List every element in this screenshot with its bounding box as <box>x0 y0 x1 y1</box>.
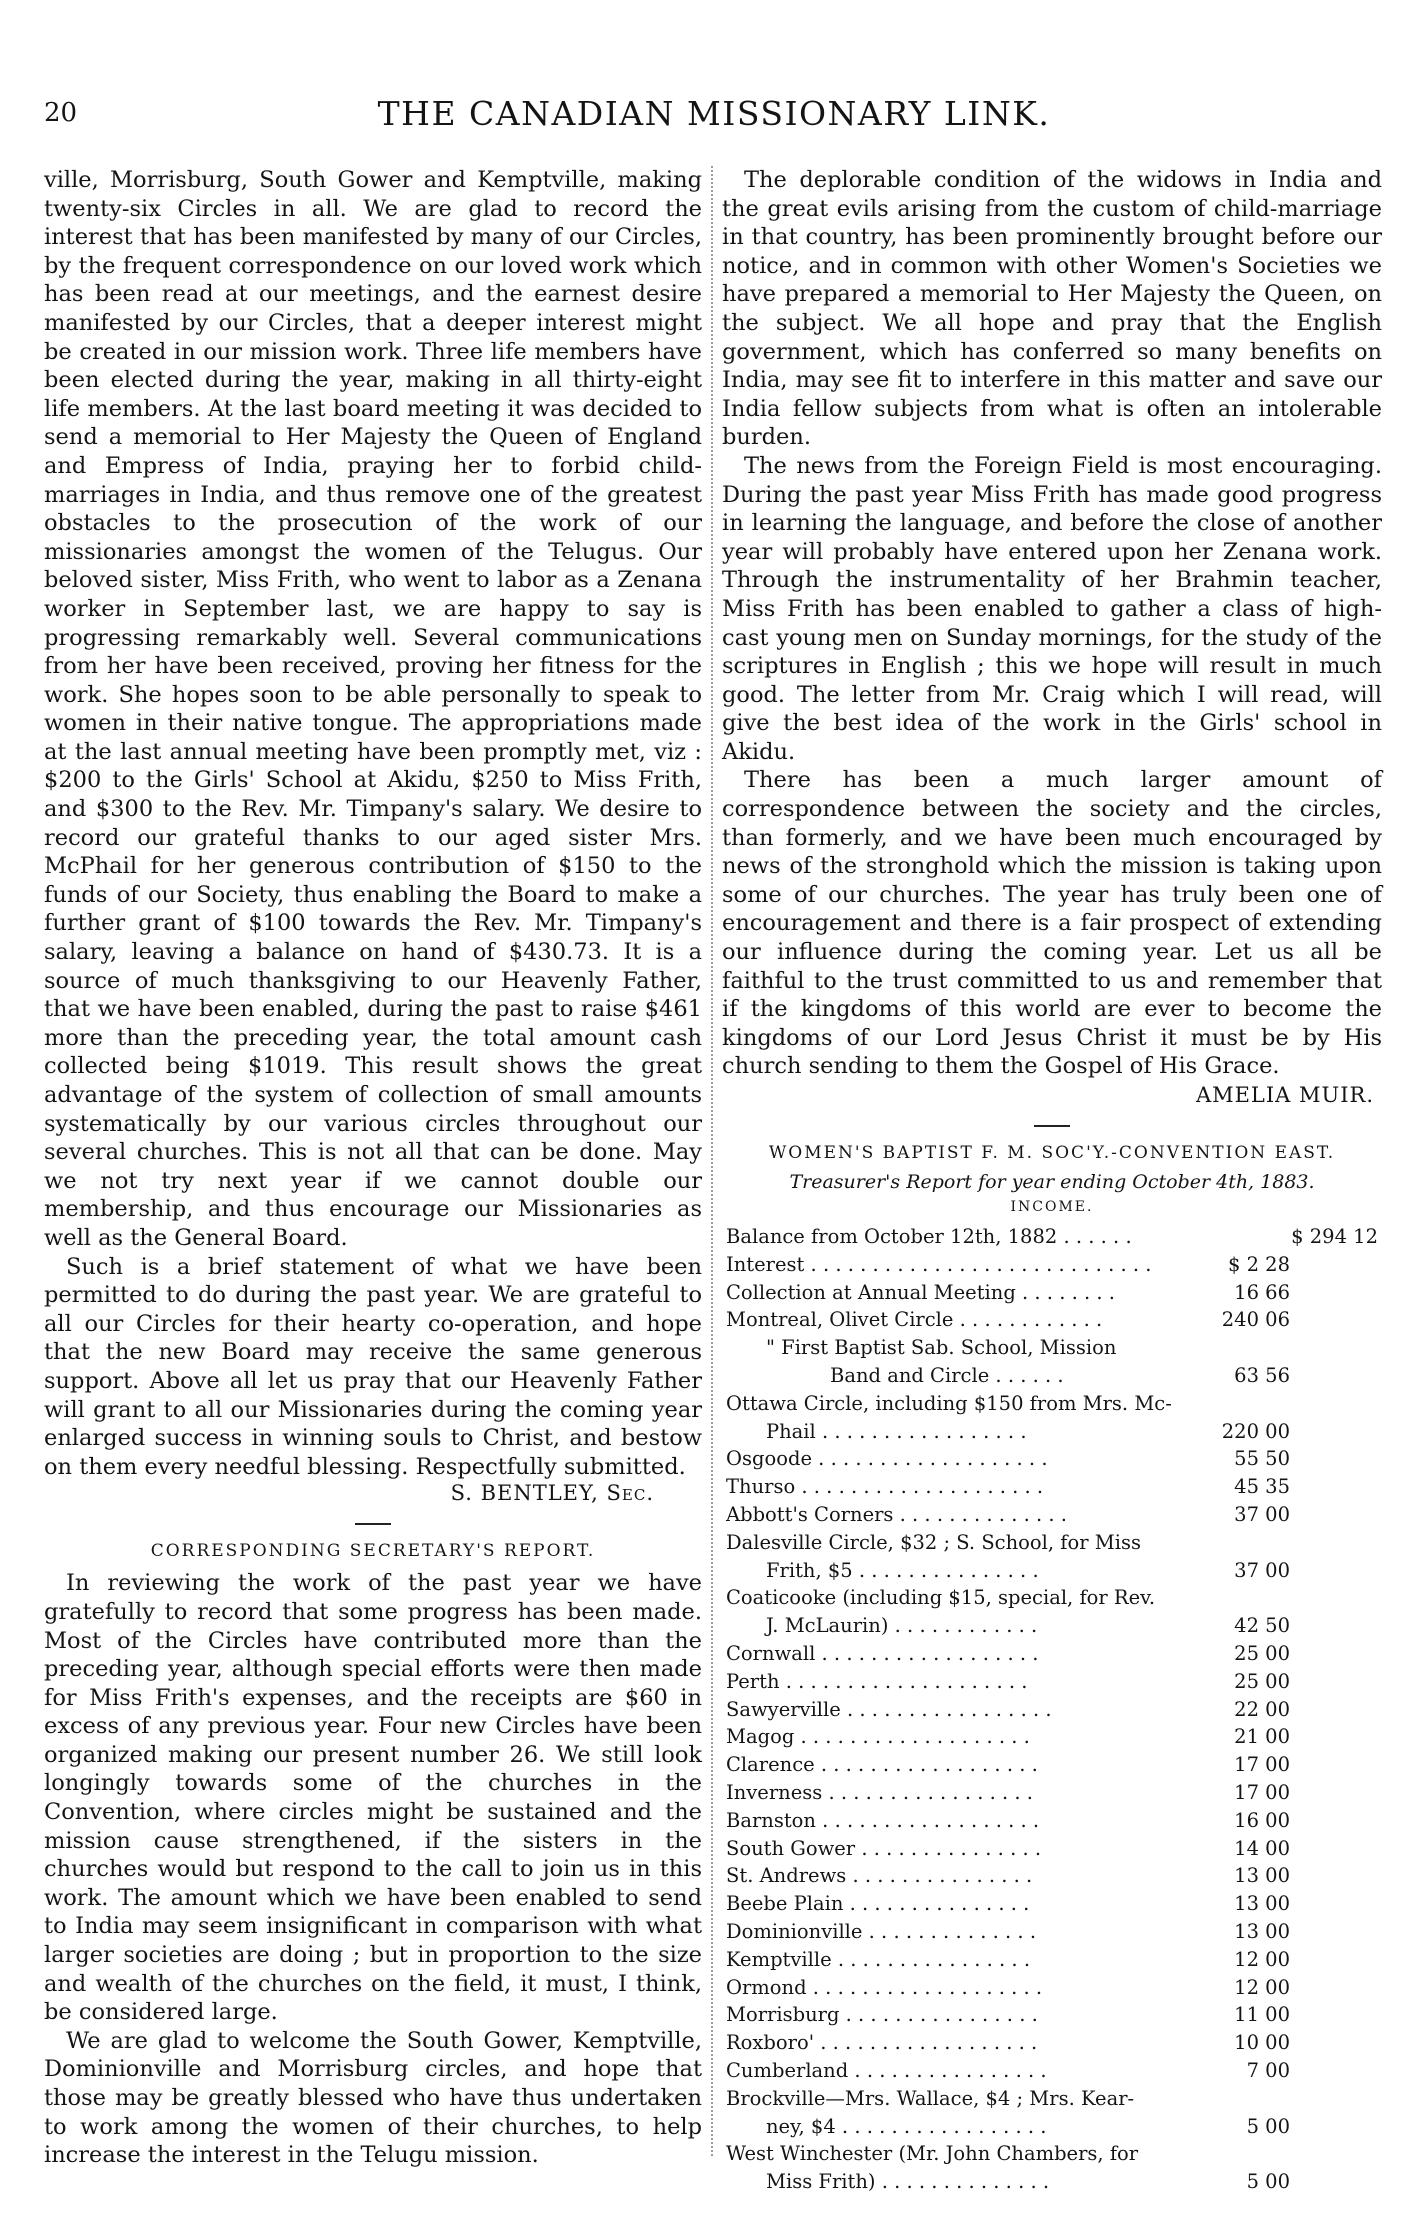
ledger-amount: 5 00 <box>1246 2114 1290 2138</box>
ledger-label: Roxboro' . . . . . . . . . . . . . . . . . . <box>726 2031 1038 2055</box>
ledger-row <box>722 1946 1382 1974</box>
ledger-row <box>722 1279 1382 1307</box>
ledger-row <box>722 2057 1382 2085</box>
ledger-label: Band and Circle . . . . . . <box>830 1363 1064 1387</box>
ledger-amount: 22 00 <box>1234 1697 1290 1721</box>
right-column <box>722 166 1382 2196</box>
ledger-label: Balance from October 12th, 1882 . . . . . . <box>726 1225 1132 1248</box>
ledger-row <box>722 1723 1382 1751</box>
running-title: THE CANADIAN MISSIONARY LINK. <box>377 94 1051 133</box>
ledger-row <box>722 1807 1382 1835</box>
income-label: INCOME. <box>1010 1199 1094 1215</box>
ledger-label: Frith, $5 . . . . . . . . . . . . . . . <box>766 1558 1039 1582</box>
ledger-row <box>722 1557 1382 1585</box>
ledger-row <box>722 1529 1382 1557</box>
left-column <box>44 166 702 2170</box>
ledger-label: Sawyerville . . . . . . . . . . . . . . . . . <box>726 1697 1052 1721</box>
ledger-amount: 13 00 <box>1234 1864 1290 1888</box>
ledger-label: Abbott's Corners . . . . . . . . . . . . . . <box>726 1502 1067 1526</box>
ledger-row <box>722 1306 1382 1334</box>
paragraph: In reviewing the work of the past year we have gratefully to record that some progress has been made. Most of the Circles have contributed more than the preceding year, although special efforts were then made for Miss Frith's expenses, and the receipts are $60 in excess of any previous year. Four new Circles have been organized making our present number 26. We still look longingly towards some of the churches in the Convention, where circles might be sustained and the mission cause strengthened, if the sisters in the churches would but respond to the call to join us in this work. The amount which we have been enabled to send to India may seem insignificant in comparison with what larger societies are doing ; but in proportion to the size and wealth of the churches on the field, it must, I think, be considered large. <box>44 1570 702 2026</box>
ledger-row <box>722 1696 1382 1724</box>
column-divider <box>711 166 714 2156</box>
ledger-row <box>722 2029 1382 2057</box>
ledger-amount: $ 2 28 <box>1227 1252 1290 1276</box>
ledger-row <box>722 1223 1382 1251</box>
ledger-label: J. McLaurin) . . . . . . . . . . . . <box>766 1614 1038 1638</box>
ledger-amount: 21 00 <box>1234 1725 1290 1749</box>
ledger-row <box>722 1612 1382 1640</box>
paragraph: There has been a much larger amount of correspondence between the society and the circles, than formerly, and we have been much encouraged by news of the stronghold which the mission is taking upon some of our churches. The year has truly been one of encouragement and there is a fair prospect of extending our influence during the coming year. Let us all be faithful to the trust committed to us and remember that if the kingdoms of this world are ever to become the kingdoms of our Lord Jesus Christ it must be by His church sending to them the Gospel of His Grace. <box>722 767 1382 1080</box>
page-header <box>44 94 1384 138</box>
ledger-amount: 220 00 <box>1221 1419 1290 1443</box>
ledger-row <box>722 1890 1382 1918</box>
ledger-row <box>722 1362 1382 1390</box>
ledger-amount: 25 00 <box>1234 1641 1290 1665</box>
ledger-amount: 12 00 <box>1234 1975 1290 1999</box>
ledger-row <box>722 1668 1382 1696</box>
ledger-amount: 16 00 <box>1234 1808 1290 1832</box>
paragraph: ville, Morrisburg, South Gower and Kemptville, making twenty-six Circles in all. We are glad to record the interest that has been manifested by many of our Circles, by the frequent correspondence on our loved work which has been read at our meetings, and the earnest desire manifested by our Circles, that a deeper interest might be created in our mission work. Three life members have been elected during the year, making in all thirty-eight life members. At the last board meeting it was decided to send a memorial to Her Majesty the Queen of England and Empress of India, praying her to forbid child-marriages in India, and thus remove one of the greatest obstacles to the prosecution of the work of our missionaries amongst the women of the Telugus. Our beloved sister, Miss Frith, who went to labor as a Zenana worker in September last, we are happy to say is progressing remarkably well. Several communications from her have been received, proving her fitness for the work. She hopes soon to be able personally to speak to women in their native tongue. The appropriations made at the last annual meeting have been promptly met, viz : $200 to the Girls' School at Akidu, $250 to Miss Frith, and $300 to the Rev. Mr. Timpany's salary. We desire to record our grateful thanks to our aged sister Mrs. McPhail for her generous contribution of $150 to the funds of our Society, thus enabling the Board to make a further grant of $100 towards the Rev. Mr. Timpany's salary, leaving a balance on hand of $430.73. It is a source of much thanksgiving to our Heavenly Father, that we have been enabled, during the past to raise $461 more than the preceding year, the total amount cash collected being $1019. This result shows the great advantage of the system of collection of small amounts systematically by our various circles throughout our several churches. This is not all that can be done. May we not try next year if we cannot double our membership, and thus encourage our Missionaries as well as the General Board. <box>44 167 702 1251</box>
report-heading: WOMEN'S BAPTIST F. M. SOC'Y.-CONVENTION EAST. <box>768 1143 1336 1163</box>
ledger-label: Cumberland . . . . . . . . . . . . . . . . <box>726 2058 1047 2082</box>
ledger-row <box>722 1251 1382 1279</box>
paragraph: The deplorable condition of the widows in India and the great evils arising from the custom of child-marriage in that country, has been prominently brought before our notice, and in common with other Women's Societies we have prepared a memorial to Her Majesty the Queen, on the subject. We all hope and pray that the English government, which has conferred so many benefits on India, may see fit to interfere in this matter and save our India fellow subjects from what is often an intolerable burden. <box>722 167 1382 451</box>
ledger-amount: 12 00 <box>1234 1947 1290 1971</box>
ledger-row <box>722 1473 1382 1501</box>
ledger-amount: 10 00 <box>1234 2031 1290 2055</box>
ledger-label: St. Andrews . . . . . . . . . . . . . . . <box>726 1864 1033 1888</box>
ledger-row <box>722 2140 1382 2168</box>
paragraph: The news from the Foreign Field is most encouraging. During the past year Miss Frith has made good progress in learning the language, and before the close of another year will probably have entered upon her Zenana work. Through the instrumentality of her Brahmin teacher, Miss Frith has been enabled to gather a class of high-cast young men on Sunday mornings, for the study of the scriptures in English ; this we hope will result in much good. The letter from Mr. Craig which I will read, will give the best idea of the work in the Girls' school in Akidu. <box>722 452 1382 765</box>
ledger-row <box>722 1640 1382 1668</box>
ledger-amount: 14 00 <box>1234 1836 1290 1860</box>
ledger-label: Montreal, Olivet Circle . . . . . . . . . . . . <box>726 1308 1103 1332</box>
ledger-row <box>722 1974 1382 2002</box>
ledger-label: " First Baptist Sab. School, Mission <box>766 1336 1117 1360</box>
ledger-label: Morrisburg . . . . . . . . . . . . . . . . <box>726 2003 1038 2027</box>
ledger-total: $ 294 12 <box>1291 1225 1378 1248</box>
ledger-amount: 240 06 <box>1221 1308 1290 1332</box>
signature-bentley: S. BENTLEY, Sec. <box>450 1481 654 1506</box>
ledger-amount: 17 00 <box>1234 1780 1290 1804</box>
ledger-label: Ormond . . . . . . . . . . . . . . . . . . . <box>726 1975 1043 1999</box>
ledger-amount: 25 00 <box>1234 1669 1290 1693</box>
ledger-label: Osgoode . . . . . . . . . . . . . . . . . . . <box>726 1447 1048 1471</box>
ledger-row <box>722 2113 1382 2141</box>
ledger-label: Dalesville Circle, $32 ; S. School, for Miss <box>726 1530 1141 1554</box>
ledger-amount: 13 00 <box>1234 1892 1290 1916</box>
ledger-label: ney, $4 . . . . . . . . . . . . . . . . . <box>766 2114 1047 2138</box>
paragraph: We are glad to welcome the South Gower, Kemptville, Dominionville and Morrisburg circles, and hope that those may be greatly blessed who have thus undertaken to work among the women of their churches, to help increase the interest in the Telugu mission. <box>44 2027 702 2169</box>
ledger-amount: 45 35 <box>1234 1475 1290 1499</box>
ledger-label: Magog . . . . . . . . . . . . . . . . . . . <box>726 1725 1030 1749</box>
ledger-amount: 63 56 <box>1234 1363 1290 1387</box>
ledger-label: West Winchester (Mr. John Chambers, for <box>726 2142 1139 2166</box>
ledger-label: Miss Frith) . . . . . . . . . . . . . . <box>766 2170 1050 2194</box>
ledger-label: Thurso . . . . . . . . . . . . . . . . . . . . <box>726 1475 1044 1499</box>
ledger-label: Kemptville . . . . . . . . . . . . . . . . <box>726 1947 1031 1971</box>
ledger-row <box>722 2085 1382 2113</box>
ledger-amount: 13 00 <box>1234 1919 1290 1943</box>
section-heading: CORRESPONDING SECRETARY'S REPORT. <box>150 1541 596 1562</box>
page-number: 20 <box>44 98 78 128</box>
ledger-amount: 17 00 <box>1234 1753 1290 1777</box>
ledger-amount: 5 00 <box>1246 2170 1290 2194</box>
ledger-row <box>722 1751 1382 1779</box>
ledger-amount: 16 66 <box>1234 1280 1290 1304</box>
ledger-label: Interest . . . . . . . . . . . . . . . . . . . . . . . . . . . . <box>726 1252 1152 1276</box>
ledger-row <box>722 1918 1382 1946</box>
ledger-amount: 55 50 <box>1234 1447 1290 1471</box>
ledger-label: Dominionville . . . . . . . . . . . . . . <box>726 1919 1037 1943</box>
report-subheading: Treasurer's Report for year ending October 4th, 1883. <box>789 1171 1315 1193</box>
ledger-label: Beebe Plain . . . . . . . . . . . . . . . <box>726 1892 1030 1916</box>
ledger-row <box>722 1779 1382 1807</box>
ledger-row <box>722 1418 1382 1446</box>
ledger-row <box>722 2001 1382 2029</box>
ledger-row <box>722 1390 1382 1418</box>
section-rule <box>355 1523 391 1525</box>
ledger-amount: 11 00 <box>1234 2003 1290 2027</box>
ledger-label: Collection at Annual Meeting . . . . . . . . <box>726 1280 1115 1304</box>
ledger-row <box>722 1501 1382 1529</box>
ledger-row <box>722 1862 1382 1890</box>
ledger-label: Clarence . . . . . . . . . . . . . . . . . . <box>726 1753 1038 1777</box>
ledger-row <box>722 1835 1382 1863</box>
ledger-row <box>722 1334 1382 1362</box>
section-rule <box>1034 1125 1070 1127</box>
ledger-label: Inverness . . . . . . . . . . . . . . . . . <box>726 1780 1034 1804</box>
signature-muir: AMELIA MUIR. <box>1195 1083 1374 1107</box>
ledger-amount: 42 50 <box>1234 1614 1290 1638</box>
ledger-label: Perth . . . . . . . . . . . . . . . . . . . . <box>726 1669 1028 1693</box>
ledger-label: Phail . . . . . . . . . . . . . . . . . <box>766 1419 1027 1443</box>
ledger-row <box>722 1584 1382 1612</box>
ledger-label: Cornwall . . . . . . . . . . . . . . . . . . <box>726 1641 1039 1665</box>
ledger-label: South Gower . . . . . . . . . . . . . . . <box>726 1836 1042 1860</box>
ledger-label: Ottawa Circle, including $150 from Mrs. Mc- <box>726 1391 1172 1415</box>
paragraph: Such is a brief statement of what we have been permitted to do during the past year. We are grateful to all our Circles for their hearty co-operation, and hope that the new Board may receive the same generous support. Above all let us pray that our Heavenly Father will grant to all our Missionaries during the coming year enlarged success in winning souls to Christ, and bestow on them every needful blessing. Respectfully submitted. <box>44 1253 702 1480</box>
ledger-amount: 37 00 <box>1234 1558 1290 1582</box>
ledger-row <box>722 2168 1382 2196</box>
ledger-amount: 37 00 <box>1234 1502 1290 1526</box>
ledger-label: Barnston . . . . . . . . . . . . . . . . . . <box>726 1808 1040 1832</box>
ledger-label: Brockville—Mrs. Wallace, $4 ; Mrs. Kear- <box>726 2086 1135 2110</box>
ledger-amount: 7 00 <box>1246 2058 1290 2082</box>
income-ledger <box>722 1223 1382 2196</box>
ledger-row <box>722 1445 1382 1473</box>
ledger-label: Coaticooke (including $15, special, for Rev. <box>726 1586 1156 1610</box>
